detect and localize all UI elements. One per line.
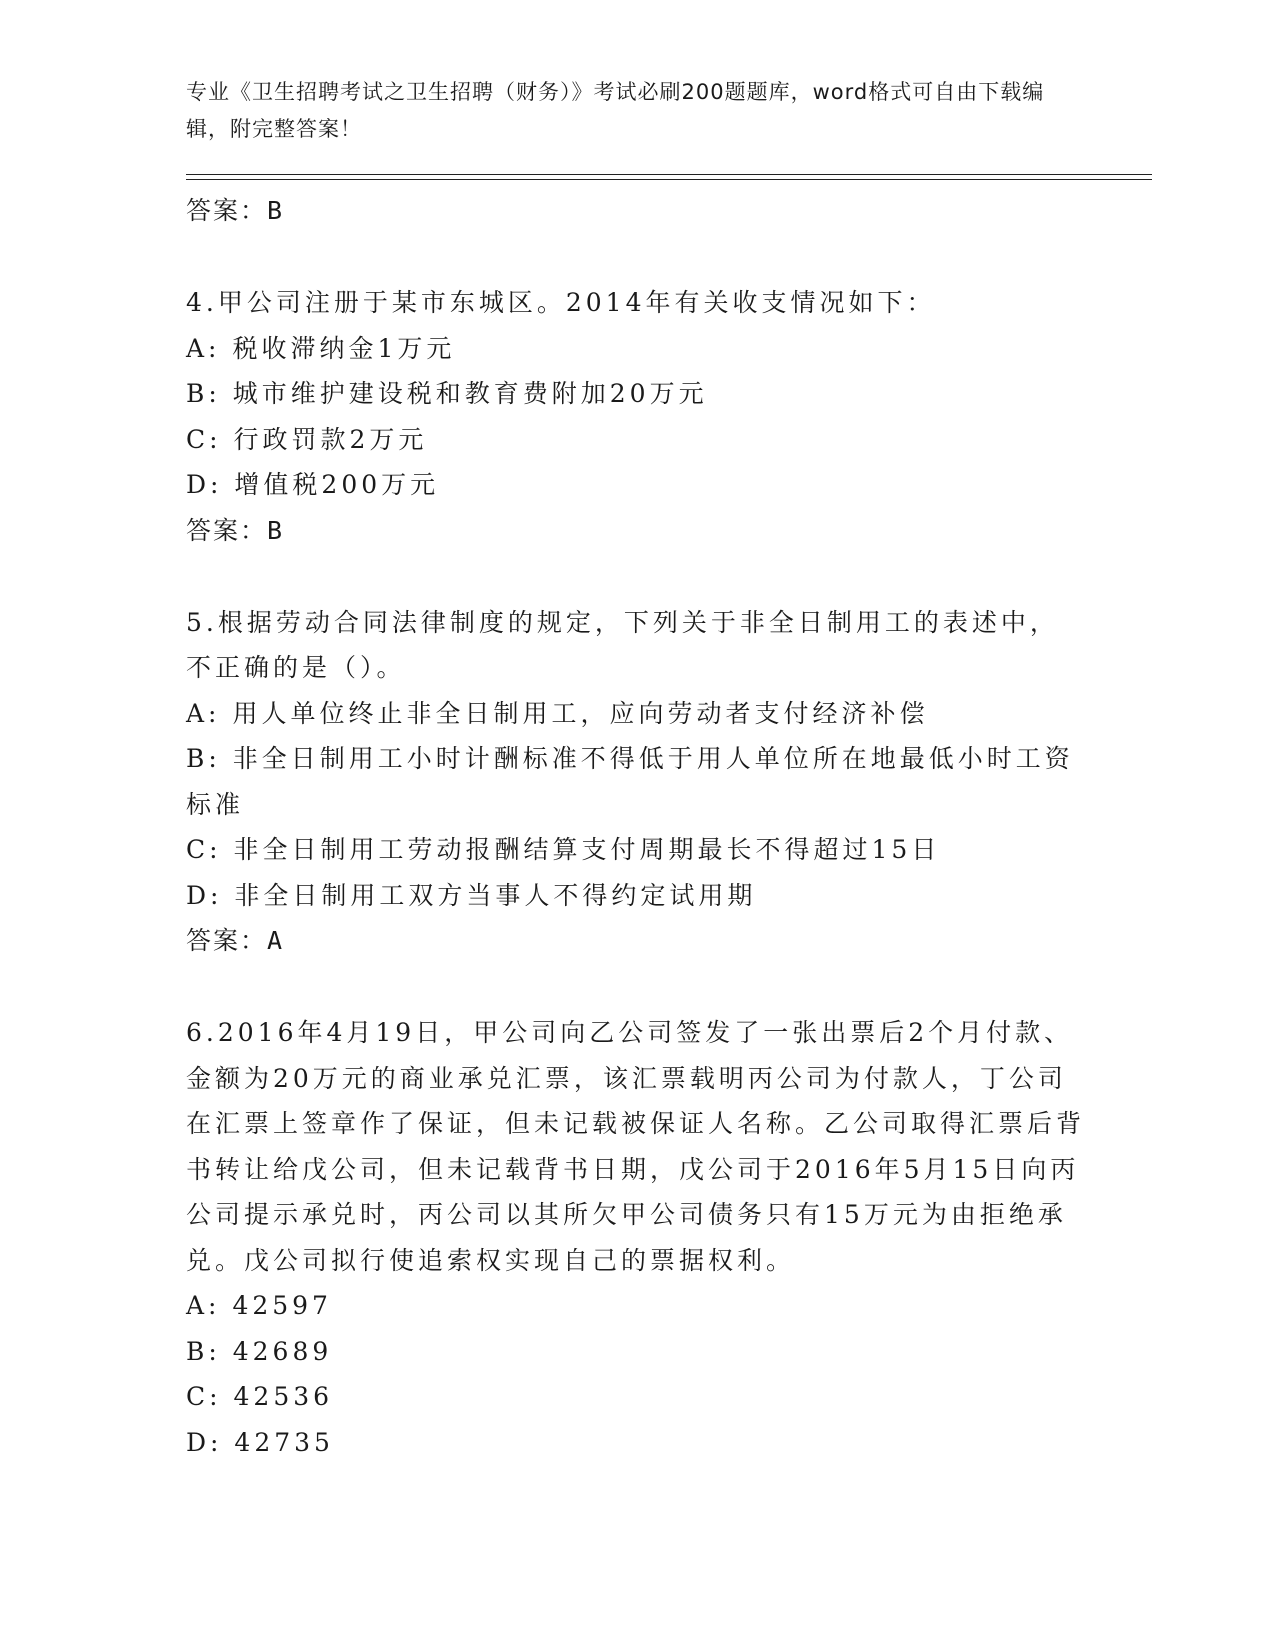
option-b bbox=[186, 736, 1086, 827]
option-b bbox=[186, 1329, 1086, 1375]
page-header bbox=[186, 74, 1066, 148]
option-d bbox=[186, 873, 1086, 919]
option-text: 42536 bbox=[233, 1382, 334, 1411]
option-label: C: bbox=[186, 835, 222, 864]
answer-prefix: 答案： bbox=[186, 196, 268, 225]
option-c bbox=[186, 417, 1086, 463]
option-c bbox=[186, 1374, 1086, 1420]
question-text: 5.根据劳动合同法律制度的规定，下列关于非全日制用工的表述中，不正确的是（）。 bbox=[186, 607, 1059, 682]
answer bbox=[186, 918, 1086, 964]
option-label: A: bbox=[186, 698, 221, 728]
document-body bbox=[186, 188, 1086, 1465]
header-rule-top bbox=[186, 174, 1152, 175]
question-4 bbox=[186, 280, 1086, 554]
option-label: D: bbox=[186, 1427, 223, 1457]
option-a bbox=[186, 691, 1086, 737]
option-text: 非全日制用工双方当事人不得约定试用期 bbox=[234, 880, 757, 910]
option-label: D: bbox=[186, 470, 223, 499]
option-label: A: bbox=[186, 333, 221, 363]
answer-value: A bbox=[267, 926, 285, 955]
answer-value: B bbox=[267, 196, 285, 225]
option-text: 城市维护建设税和教育费附加20万元 bbox=[232, 379, 708, 408]
answer-prefix: 答案： bbox=[186, 515, 268, 545]
question-text: 6.2016年4月19日，甲公司向乙公司签发了一张出票后2个月付款、金额为20万元的商业承兑汇票，该汇票载明丙公司为付款人，丁公司在汇票上签章作了保证，但未记载被保证人名称。乙公司取得汇票后背书转让给戊公司，但未记载背书日期，戊公司于2016年5月15日向丙公司提示承兑时，丙公司以其所欠甲公司债务只有15万元为由拒绝承兑。戊公司拟行使追索权实现自己的票据权利。 bbox=[186, 1018, 1086, 1275]
question-5 bbox=[186, 600, 1086, 965]
header-title: 专业《卫生招聘考试之卫生招聘（财务）》考试必刷200题题库，word格式可自由下载编辑，附完整答案！ bbox=[186, 80, 1045, 141]
option-text: 增值税200万元 bbox=[234, 470, 440, 499]
option-d bbox=[186, 1420, 1086, 1466]
option-d bbox=[186, 462, 1086, 508]
option-label: B: bbox=[186, 379, 221, 408]
option-b bbox=[186, 371, 1086, 417]
header-rule-bottom bbox=[186, 179, 1152, 180]
option-text: 42735 bbox=[234, 1427, 334, 1457]
option-text: 税收滞纳金1万元 bbox=[232, 333, 456, 363]
option-a bbox=[186, 326, 1086, 372]
option-text: 42597 bbox=[232, 1291, 332, 1320]
option-label: C: bbox=[186, 424, 222, 454]
option-c bbox=[186, 827, 1086, 873]
option-label: B: bbox=[186, 744, 221, 773]
question-6 bbox=[186, 1010, 1086, 1465]
option-label: D: bbox=[186, 880, 223, 910]
option-text: 42689 bbox=[232, 1336, 333, 1366]
option-label: A: bbox=[186, 1291, 221, 1320]
option-label: C: bbox=[186, 1382, 222, 1411]
option-text: 非全日制用工小时计酬标准不得低于用人单位所在地最低小时工资标准 bbox=[186, 744, 1074, 819]
answer-value: B bbox=[267, 515, 285, 545]
option-label: B: bbox=[186, 1336, 221, 1366]
option-text: 行政罚款2万元 bbox=[233, 424, 428, 454]
answer bbox=[186, 508, 1086, 554]
option-text: 用人单位终止非全日制用工，应向劳动者支付经济补偿 bbox=[232, 698, 929, 728]
option-text: 非全日制用工劳动报酬结算支付周期最长不得超过15日 bbox=[233, 835, 941, 864]
answer-prefix: 答案： bbox=[186, 926, 268, 955]
option-a bbox=[186, 1283, 1086, 1329]
question-text: 4.甲公司注册于某市东城区。2014年有关收支情况如下： bbox=[186, 288, 936, 317]
answer-prev bbox=[186, 188, 1086, 234]
